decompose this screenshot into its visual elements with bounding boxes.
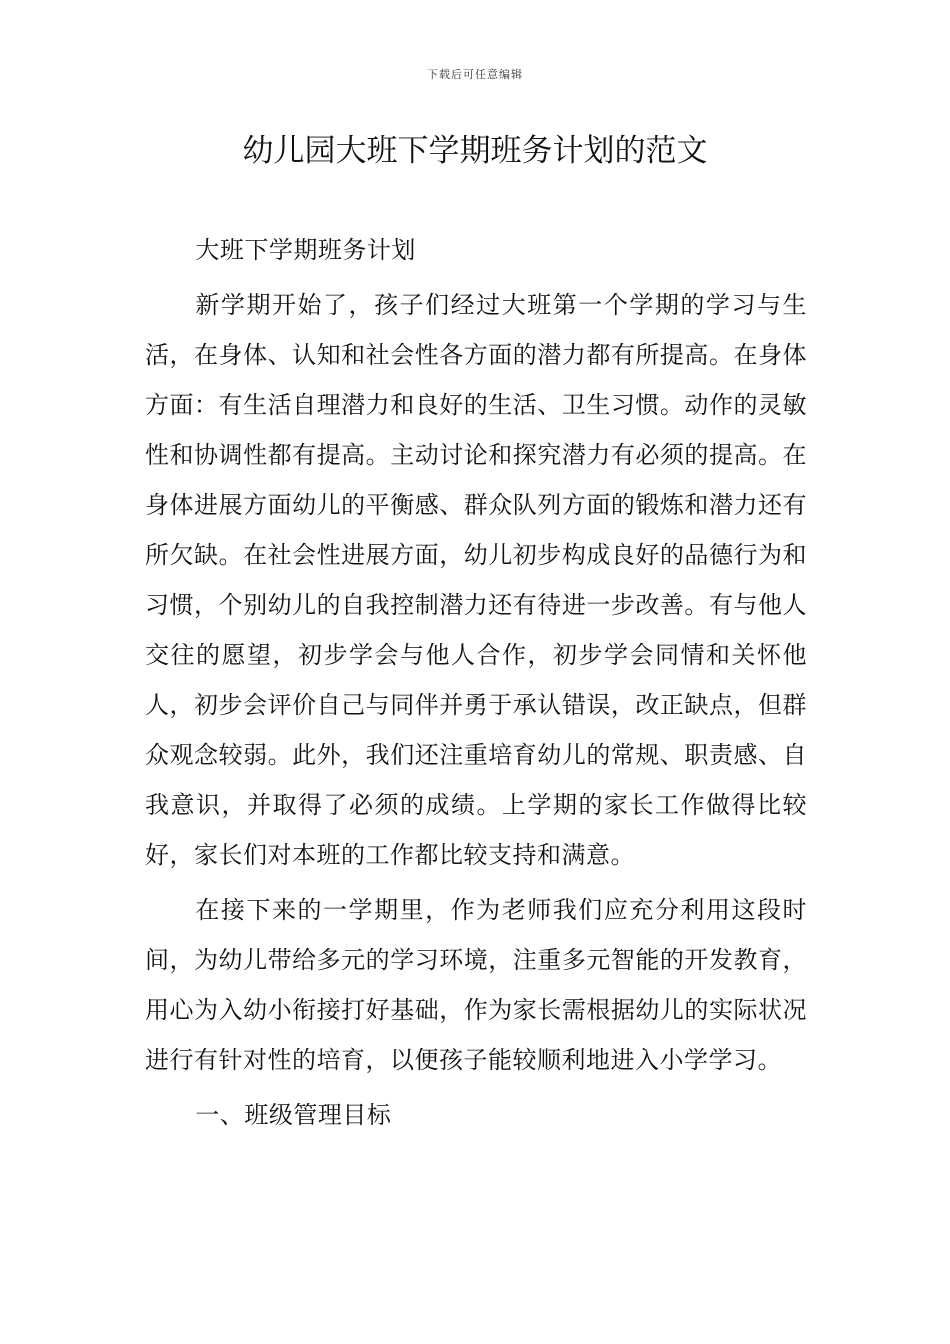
section-subtitle: 大班下学期班务计划 — [195, 236, 416, 264]
header-note: 下载后可任意编辑 — [427, 68, 523, 81]
document-body — [145, 225, 807, 1140]
document-title: 幼儿园大班下学期班务计划的范文 — [242, 133, 708, 169]
section-heading: 一、班级管理目标 — [195, 1101, 392, 1129]
body-paragraph: 新学期开始了，孩子们经过大班第一个学期的学习与生活，在身体、认知和社会性各方面的潜力都有所提高。在身体方面：有生活自理潜力和良好的生活、卫生习惯。动作的灵敏性和协调性都有提高。主动讨论和探究潜力有必须的提高。在身体进展方面幼儿的平衡感、群众队列方面的锻炼和潜力还有所欠缺。在社会性进展方面，幼儿初步构成良好的品德行为和习惯，个别幼儿的自我控制潜力还有待进一步改善。有与他人交往的愿望，初步学会与他人合作，初步学会同情和关怀他人，初步会评价自己与同伴并勇于承认错误，改正缺点，但群众观念较弱。此外，我们还注重培育幼儿的常规、职责感、自我意识，并取得了必须的成绩。上学期的家长工作做得比较好，家长们对本班的工作都比较支持和满意。 — [145, 291, 807, 869]
body-paragraph: 在接下来的一学期里，作为老师我们应充分利用这段时间，为幼儿带给多元的学习环境，注重多元智能的开发教育，用心为入幼小衔接打好基础，作为家长需根据幼儿的实际状况进行有针对性的培育，以便孩子能较顺利地进入小学学习。 — [145, 896, 807, 1074]
